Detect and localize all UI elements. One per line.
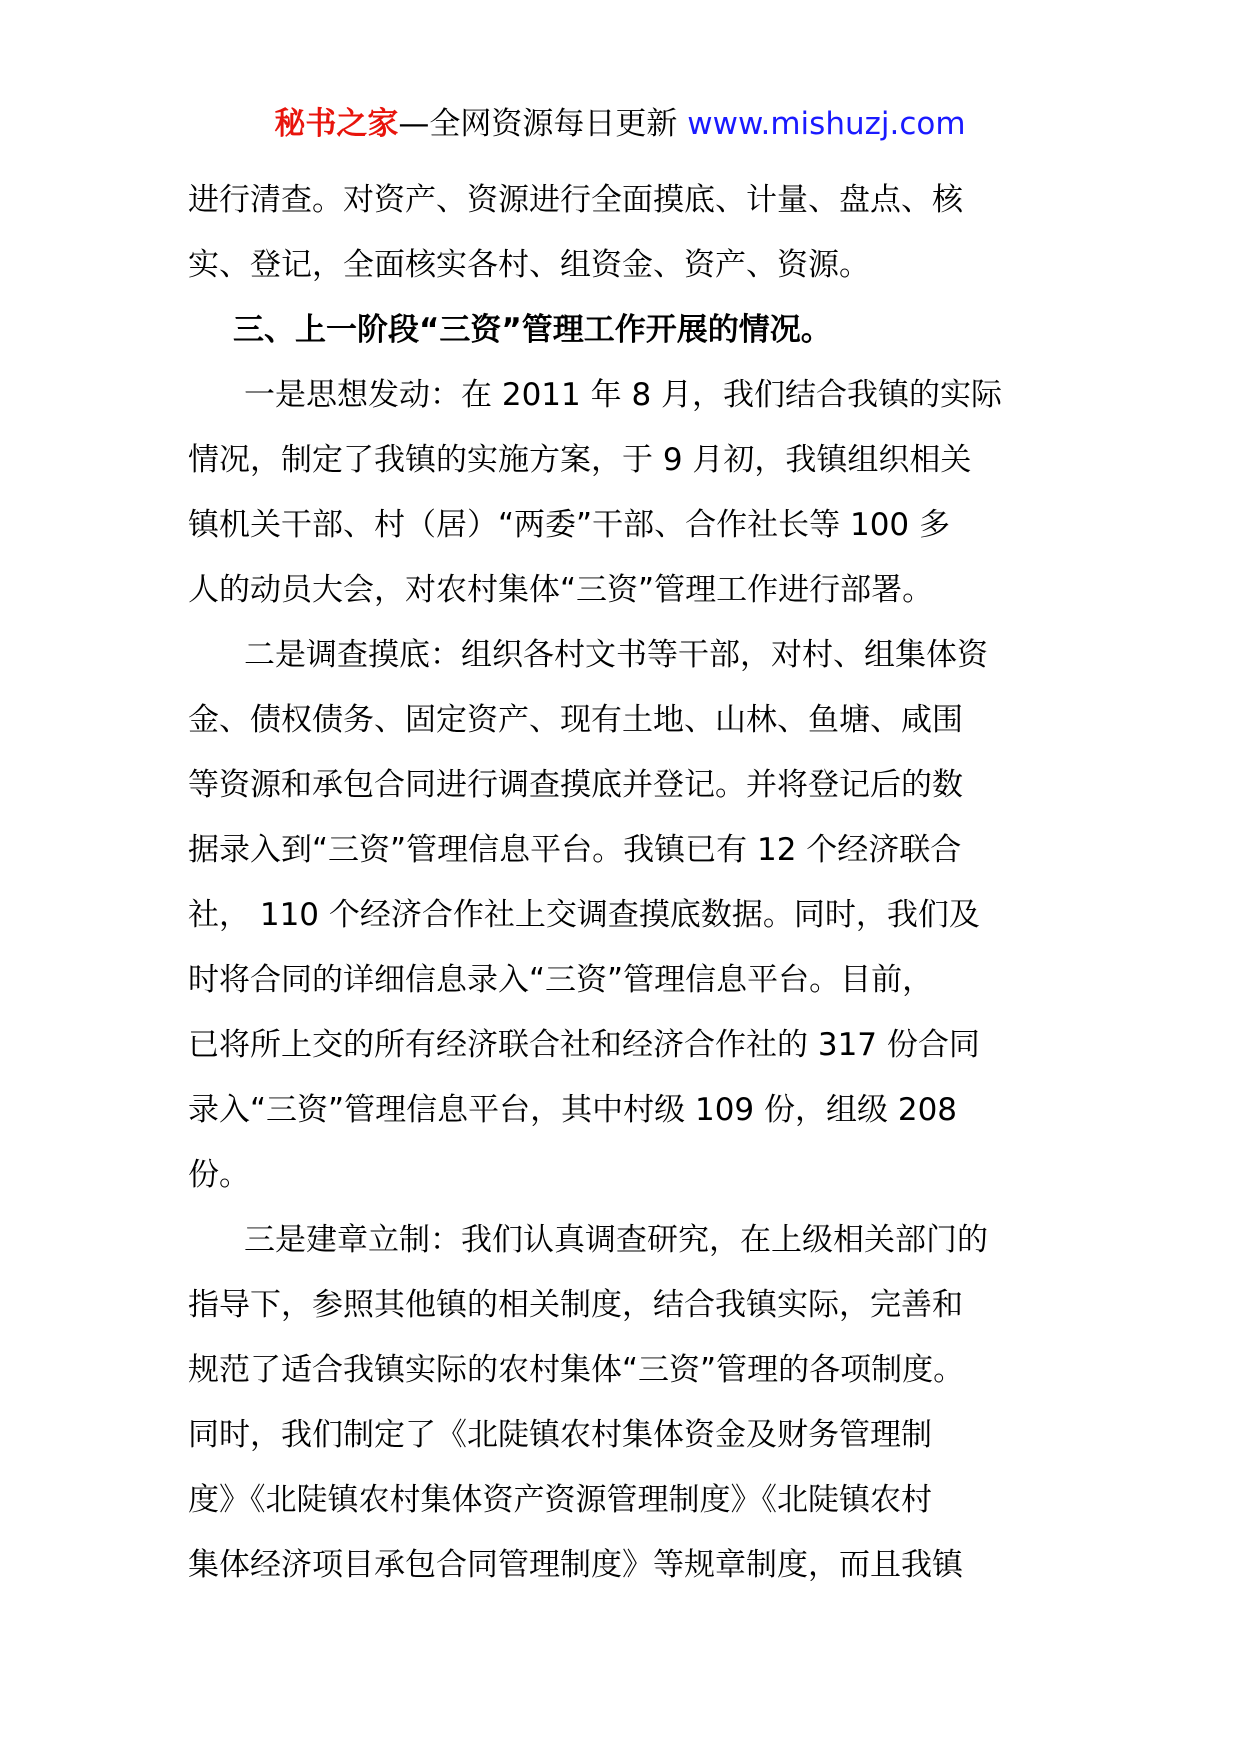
website-link[interactable]: www.mishuzj.com xyxy=(687,106,966,142)
body-line: 实、登记，全面核实各村、组资金、资产、资源。 xyxy=(188,247,870,283)
page-header xyxy=(0,102,1240,146)
body-line: 同时，我们制定了《北陡镇农村集体资金及财务管理制 xyxy=(188,1417,932,1453)
body-line: 进行清查。对资产、资源进行全面摸底、计量、盘点、核 xyxy=(188,182,963,218)
body-line: 规范了适合我镇实际的农村集体“三资”管理的各项制度。 xyxy=(188,1352,965,1388)
body-line: 时将合同的详细信息录入“三资”管理信息平台。目前， xyxy=(188,962,934,998)
body-line: 金、债权债务、固定资产、现有土地、山林、鱼塘、咸围 xyxy=(188,702,963,738)
body-line: 情况，制定了我镇的实施方案，于 9 月初，我镇组织相关 xyxy=(188,442,972,478)
document-body xyxy=(188,168,1068,1598)
paragraph-start: 三是建章立制：我们认真调查研究，在上级相关部门的 xyxy=(244,1222,988,1258)
body-line: 度》《北陡镇农村集体资产资源管理制度》《北陡镇农村 xyxy=(188,1482,932,1518)
brand-name: 秘书之家 xyxy=(274,106,399,142)
body-line: 指导下，参照其他镇的相关制度，结合我镇实际，完善和 xyxy=(188,1287,963,1323)
body-line: 社， 110 个经济合作社上交调查摸底数据。同时，我们及 xyxy=(188,897,980,933)
paragraph-start: 一是思想发动：在 2011 年 8 月，我们结合我镇的实际 xyxy=(244,377,1003,413)
body-line: 据录入到“三资”管理信息平台。我镇已有 12 个经济联合 xyxy=(188,832,962,868)
section-heading: 三、上一阶段“三资”管理工作开展的情况。 xyxy=(233,312,832,348)
paragraph-start: 二是调查摸底：组织各村文书等干部，对村、组集体资 xyxy=(244,637,988,673)
body-line: 集体经济项目承包合同管理制度》等规章制度，而且我镇 xyxy=(188,1547,963,1583)
body-line: 已将所上交的所有经济联合社和经济合作社的 317 份合同 xyxy=(188,1027,980,1063)
body-line: 镇机关干部、村（居）“两委”干部、合作社长等 100 多 xyxy=(188,507,950,543)
body-line: 份。 xyxy=(188,1157,250,1193)
body-line: 等资源和承包合同进行调查摸底并登记。并将登记后的数 xyxy=(188,767,963,803)
body-line: 录入“三资”管理信息平台，其中村级 109 份，组级 208 xyxy=(188,1092,958,1128)
header-tagline: —全网资源每日更新 xyxy=(398,106,678,142)
body-line: 人的动员大会，对农村集体“三资”管理工作进行部署。 xyxy=(188,572,934,608)
